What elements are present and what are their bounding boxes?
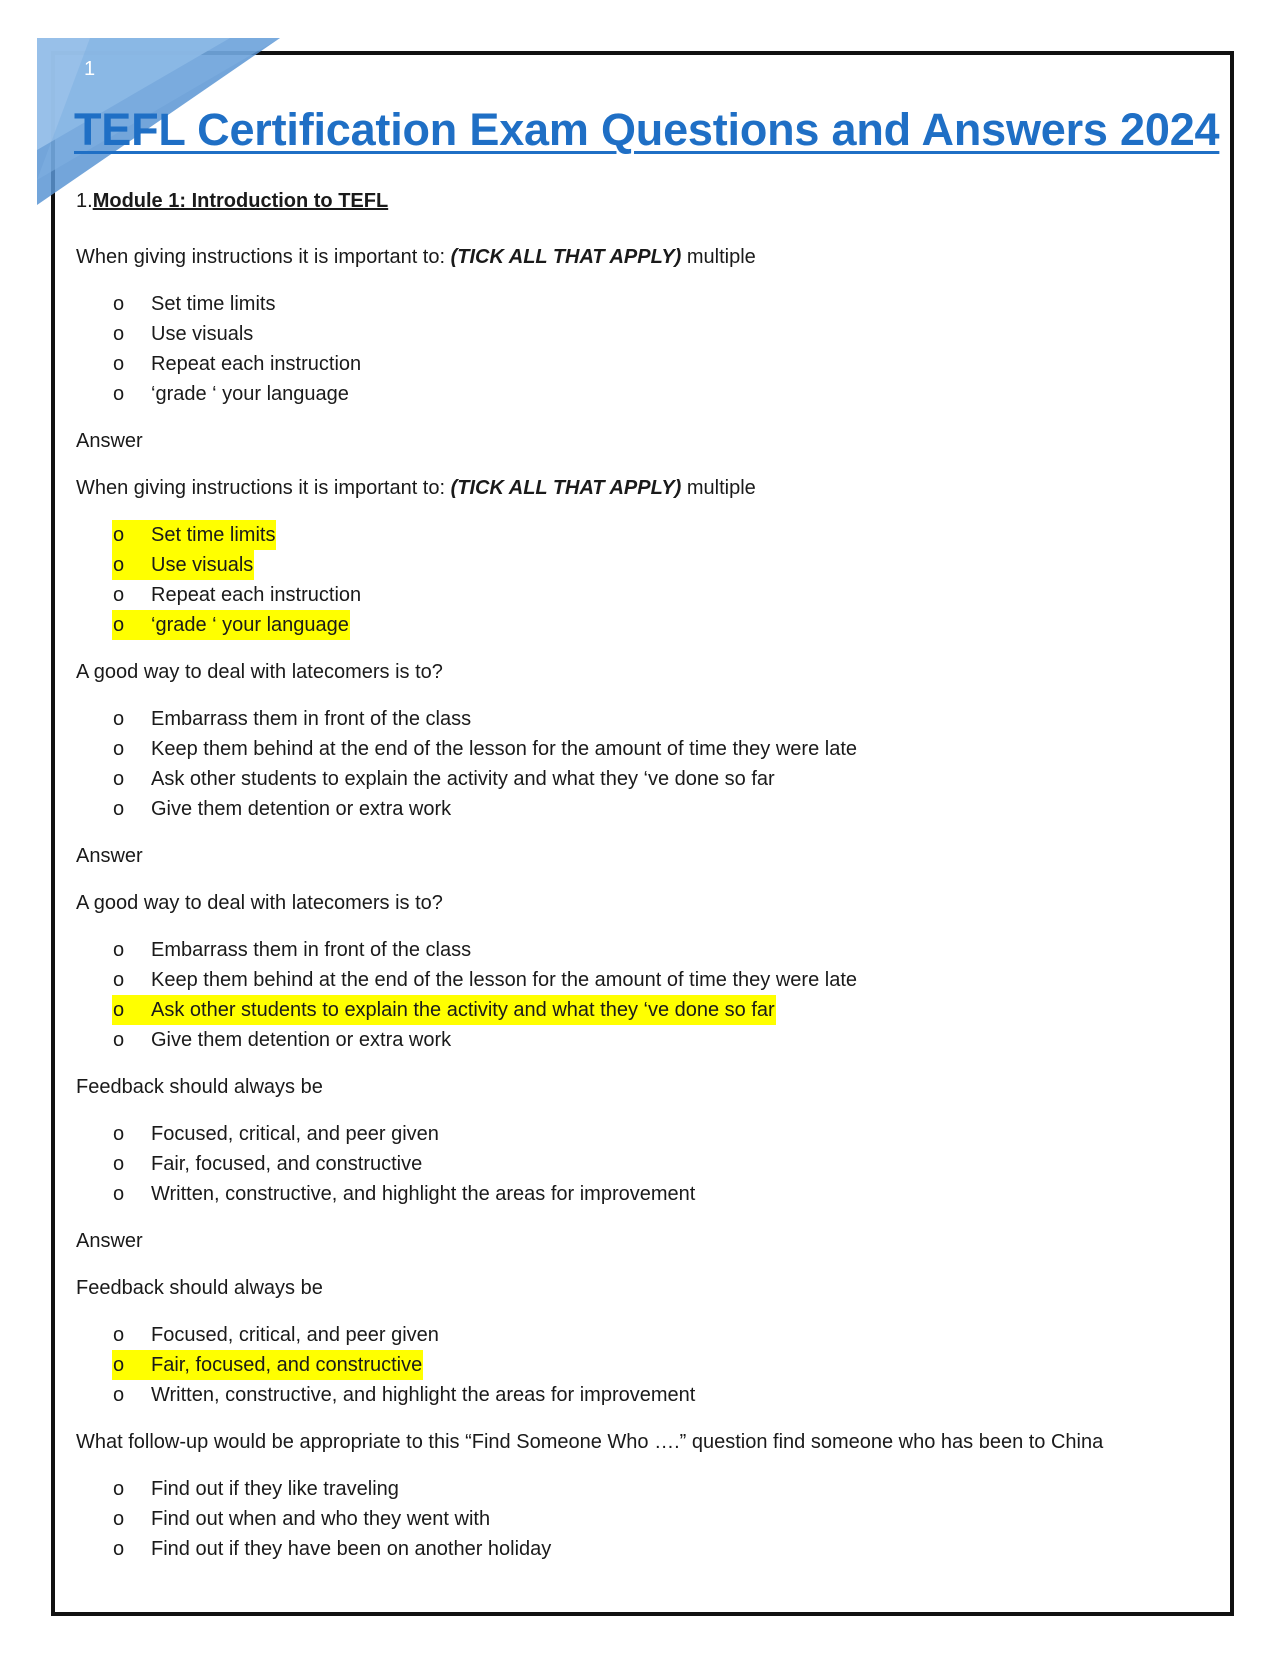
option-box: [112, 794, 452, 824]
bullet-icon: o: [113, 584, 125, 606]
module-number: 1.: [76, 190, 93, 212]
highlighted-answer: [112, 995, 776, 1025]
option-box: [112, 1474, 400, 1504]
option-item: [76, 520, 1216, 550]
options-list: [76, 1474, 1216, 1564]
bullet-icon: o: [113, 1123, 125, 1145]
answer-question-3: Feedback should always be: [76, 1277, 323, 1299]
bullet-icon: o: [113, 1029, 125, 1051]
bullet-icon: o: [113, 738, 125, 760]
option-text: Repeat each instruction: [151, 584, 362, 606]
option-item: [76, 764, 1216, 794]
bullet-icon: o: [113, 1508, 125, 1530]
option-item: [76, 1149, 1216, 1179]
answer-options-list: [76, 520, 1216, 640]
answer-options-list: [76, 935, 1216, 1055]
option-box: [112, 1119, 440, 1149]
option-item: [76, 1025, 1216, 1055]
question-suffix: multiple: [681, 477, 756, 499]
option-text: Written, constructive, and highlight the areas for improvement: [151, 1384, 696, 1406]
answer-options-list: [76, 1320, 1216, 1410]
option-text: Embarrass them in front of the class: [151, 708, 472, 730]
option-item: [76, 1320, 1216, 1350]
option-text: Find out if they like traveling: [151, 1478, 399, 1500]
option-text: Give them detention or extra work: [151, 798, 452, 820]
option-box: [112, 319, 254, 349]
bullet-icon: o: [113, 353, 125, 375]
question-2: A good way to deal with latecomers is to?: [76, 661, 443, 683]
option-box: [112, 289, 276, 319]
option-text: Fair, focused, and constructive: [151, 1153, 423, 1175]
option-item: [76, 289, 1216, 319]
option-text: Embarrass them in front of the class: [151, 939, 472, 961]
option-item: [76, 965, 1216, 995]
bullet-icon: o: [113, 524, 125, 546]
document-body: [76, 186, 1216, 1581]
bullet-icon: o: [113, 1538, 125, 1560]
module-name: Module 1: Introduction to TEFL: [92, 190, 389, 212]
bullet-icon: o: [113, 999, 125, 1021]
option-text: Find out if they have been on another holiday: [151, 1538, 552, 1560]
option-item: [76, 1119, 1216, 1149]
option-box: [112, 1149, 423, 1179]
option-box: [112, 349, 362, 379]
option-text: Ask other students to explain the activity and what they ‘ve done so far: [151, 768, 775, 790]
option-box: [112, 1380, 696, 1410]
bullet-icon: o: [113, 768, 125, 790]
option-item: [76, 1534, 1216, 1564]
option-text: Focused, critical, and peer given: [151, 1324, 439, 1346]
bullet-icon: o: [113, 798, 125, 820]
answer-question-1: [76, 473, 1216, 503]
bullet-icon: o: [113, 323, 125, 345]
option-item: [76, 319, 1216, 349]
option-box: [112, 965, 858, 995]
bullet-icon: o: [113, 939, 125, 961]
option-item: [76, 935, 1216, 965]
option-box: [112, 1025, 452, 1055]
option-text: Keep them behind at the end of the lesson for the amount of time they were late: [151, 738, 857, 760]
highlighted-answer: [112, 520, 276, 550]
question-1: [76, 242, 1216, 272]
option-text: Ask other students to explain the activity and what they ‘ve done so far: [151, 999, 775, 1021]
bullet-icon: o: [113, 1384, 125, 1406]
option-text: ‘grade ‘ your language: [151, 614, 349, 636]
bullet-icon: o: [113, 1183, 125, 1205]
question-text: When giving instructions it is important to:: [76, 477, 451, 499]
bullet-icon: o: [113, 1478, 125, 1500]
question-4: What follow-up would be appropriate to this “Find Someone Who ….” question find someone who has been to China: [76, 1431, 1104, 1453]
highlighted-answer: [112, 1350, 423, 1380]
option-box: [112, 1320, 440, 1350]
answer-label: Answer: [76, 1230, 143, 1252]
option-text: Keep them behind at the end of the lesson for the amount of time they were late: [151, 969, 857, 991]
bullet-icon: o: [113, 708, 125, 730]
option-text: Repeat each instruction: [151, 353, 362, 375]
option-item: [76, 379, 1216, 409]
option-box: [112, 1534, 552, 1564]
option-box: [112, 379, 350, 409]
option-item: [76, 704, 1216, 734]
option-item: [76, 580, 1216, 610]
option-item: [76, 610, 1216, 640]
bullet-icon: o: [113, 554, 125, 576]
option-text: Written, constructive, and highlight the areas for improvement: [151, 1183, 696, 1205]
option-item: [76, 1504, 1216, 1534]
options-list: [76, 704, 1216, 824]
option-item: [76, 550, 1216, 580]
option-text: Give them detention or extra work: [151, 1029, 452, 1051]
options-list: [76, 289, 1216, 409]
option-item: [76, 1474, 1216, 1504]
option-item: [76, 995, 1216, 1025]
option-item: [76, 1380, 1216, 1410]
option-text: Use visuals: [151, 554, 254, 576]
option-text: Fair, focused, and constructive: [151, 1354, 423, 1376]
option-item: [76, 794, 1216, 824]
document-title: TEFL Certification Exam Questions and Answers 2024: [74, 104, 1220, 155]
highlighted-answer: [112, 610, 350, 640]
option-box: [112, 935, 472, 965]
module-heading: [76, 186, 1216, 216]
answer-label: Answer: [76, 845, 143, 867]
option-box: [112, 704, 472, 734]
option-item: [76, 1350, 1216, 1380]
question-text: When giving instructions it is important to:: [76, 246, 451, 268]
bullet-icon: o: [113, 614, 125, 636]
option-text: Focused, critical, and peer given: [151, 1123, 439, 1145]
option-text: Use visuals: [151, 323, 254, 345]
question-3: Feedback should always be: [76, 1076, 323, 1098]
option-box: [112, 580, 362, 610]
answer-question-2: A good way to deal with latecomers is to?: [76, 892, 443, 914]
option-text: Find out when and who they went with: [151, 1508, 491, 1530]
option-box: [112, 734, 858, 764]
option-box: [112, 1504, 491, 1534]
bullet-icon: o: [113, 383, 125, 405]
question-emphasis: (TICK ALL THAT APPLY): [450, 246, 682, 268]
bullet-icon: o: [113, 1354, 125, 1376]
option-text: Set time limits: [151, 293, 276, 315]
option-text: ‘grade ‘ your language: [151, 383, 349, 405]
question-emphasis: (TICK ALL THAT APPLY): [450, 477, 682, 499]
option-box: [112, 1179, 696, 1209]
option-item: [76, 734, 1216, 764]
option-text: Set time limits: [151, 524, 276, 546]
page-number: 1: [84, 58, 96, 80]
bullet-icon: o: [113, 1153, 125, 1175]
question-suffix: multiple: [681, 246, 756, 268]
option-box: [112, 764, 776, 794]
option-item: [76, 349, 1216, 379]
answer-label: Answer: [76, 430, 143, 452]
bullet-icon: o: [113, 293, 125, 315]
option-item: [76, 1179, 1216, 1209]
bullet-icon: o: [113, 1324, 125, 1346]
highlighted-answer: [112, 550, 254, 580]
options-list: [76, 1119, 1216, 1209]
bullet-icon: o: [113, 969, 125, 991]
